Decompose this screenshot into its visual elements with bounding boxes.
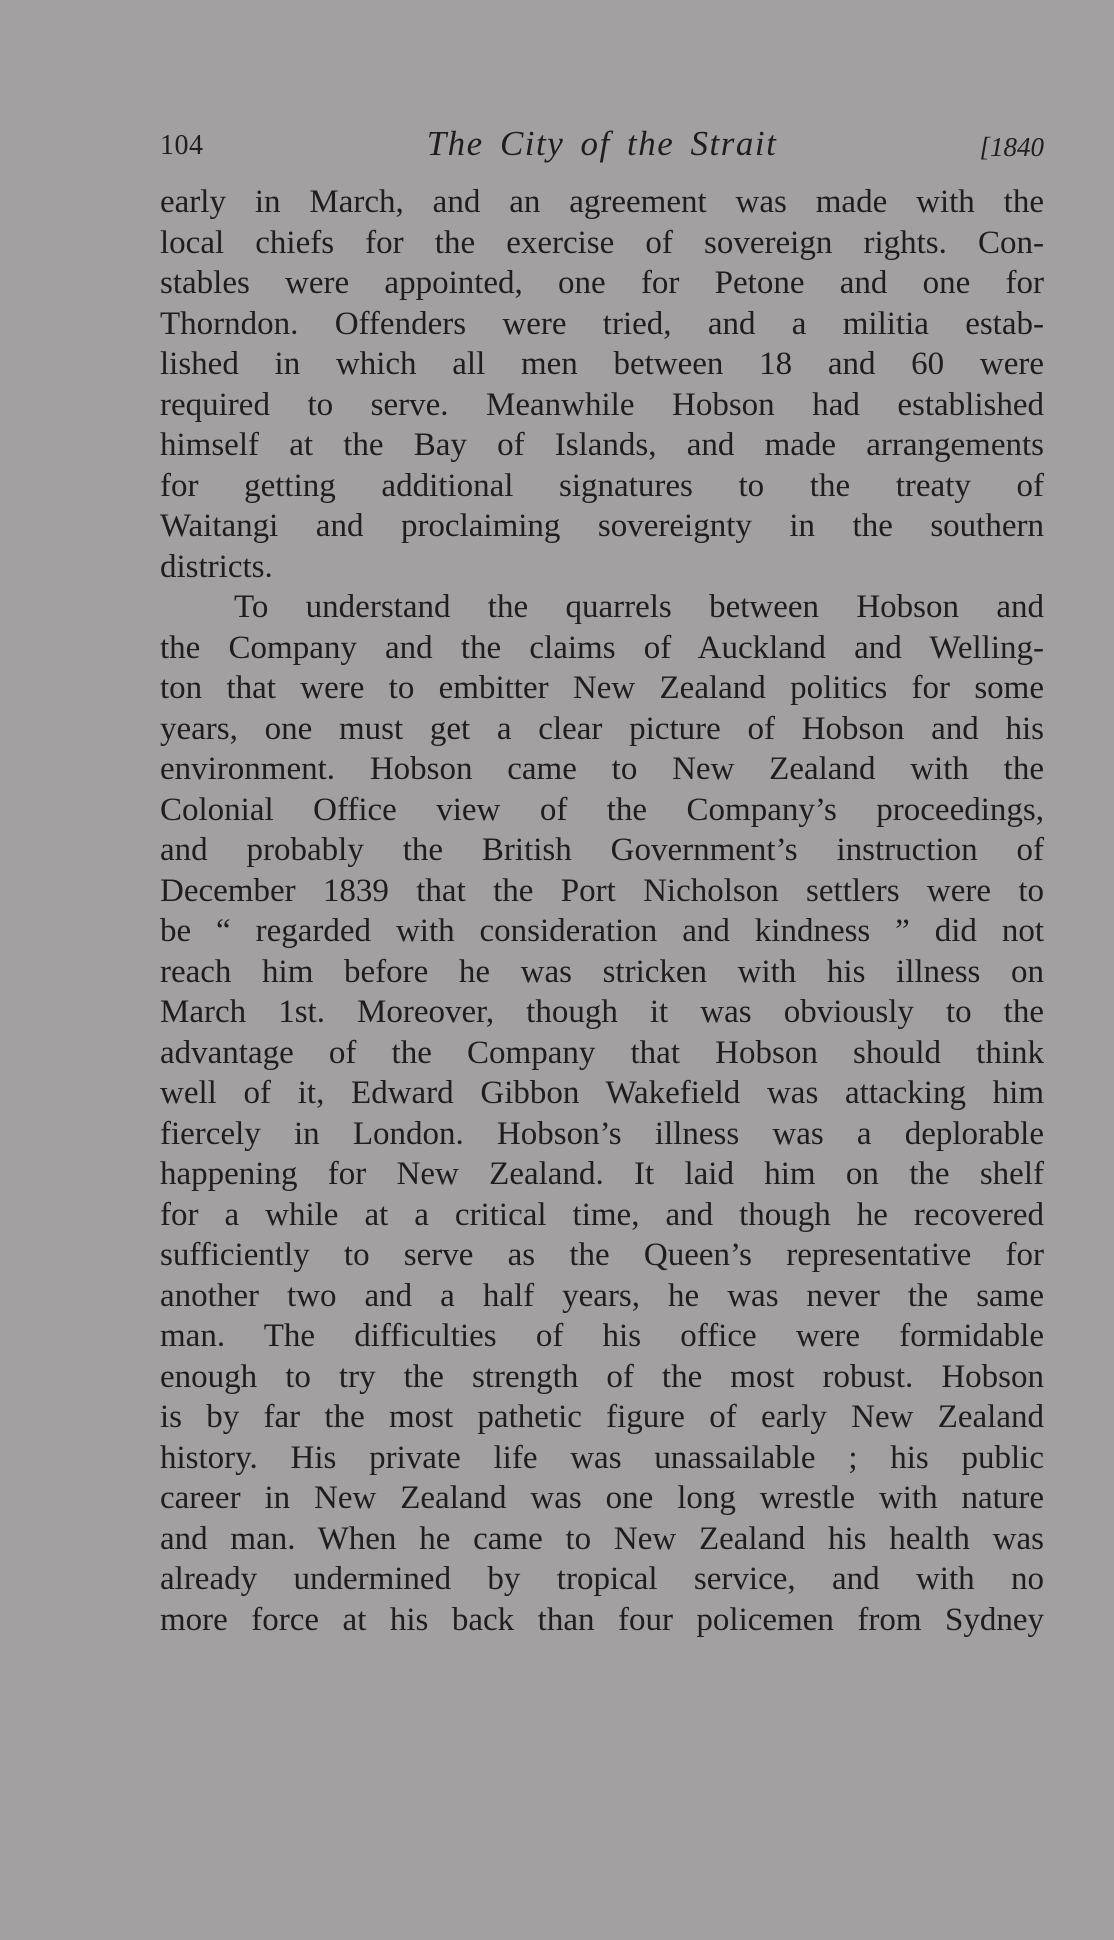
text-line: is by far the most pathetic figure of early New Zealand xyxy=(160,1399,1044,1435)
text-line: districts. xyxy=(160,548,273,585)
text-line: lished in which all men between 18 and 60 were xyxy=(160,346,1044,382)
text-line: early in March, and an agreement was made with the xyxy=(160,184,1044,220)
text-line: be “ regarded with consideration and kindness ” did not xyxy=(160,913,1044,949)
text-line: and probably the British Government’s instruction of xyxy=(160,832,1044,868)
text-line: for getting additional signatures to the treaty of xyxy=(160,467,1044,504)
text-line: fiercely in London. Hobson’s illness was a deplorable xyxy=(160,1115,1044,1152)
paragraph-2 xyxy=(160,587,1044,1640)
text-line: environment. Hobson came to New Zealand with the xyxy=(160,751,1044,787)
text-line: Colonial Office view of the Company’s proceedings, xyxy=(160,791,1044,828)
text-line: sufficiently to serve as the Queen’s representative for xyxy=(160,1237,1044,1273)
text-line: another two and a half years, he was never the same xyxy=(160,1277,1044,1314)
text-line: career in New Zealand was one long wrestle with nature xyxy=(160,1480,1044,1516)
text-line: ton that were to embitter New Zealand politics for some xyxy=(160,670,1044,706)
text-line: himself at the Bay of Islands, and made arrangements xyxy=(160,427,1044,463)
text-line: years, one must get a clear picture of Hobson and his xyxy=(160,710,1044,747)
text-line: history. His private life was unassailable ; his public xyxy=(160,1439,1044,1476)
text-line: required to serve. Meanwhile Hobson had established xyxy=(160,386,1044,423)
running-head xyxy=(160,124,1044,168)
running-title: The City of the Strait xyxy=(426,124,778,163)
page-number: 104 xyxy=(160,130,204,161)
running-year: [1840 xyxy=(979,132,1044,162)
text-line: well of it, Edward Gibbon Wakefield was attacking him xyxy=(160,1075,1044,1111)
text-line: Thorndon. Offenders were tried, and a militia estab- xyxy=(160,305,1044,342)
text-line: March 1st. Moreover, though it was obviously to the xyxy=(160,994,1044,1030)
text-line: advantage of the Company that Hobson should think xyxy=(160,1034,1044,1071)
text-line: for a while at a critical time, and though he recovered xyxy=(160,1196,1044,1233)
text-line: stables were appointed, one for Petone and one for xyxy=(160,265,1044,301)
text-line: To understand the quarrels between Hobson and xyxy=(234,589,1044,625)
text-line: already undermined by tropical service, and with no xyxy=(160,1561,1044,1597)
text-line: December 1839 that the Port Nicholson settlers were to xyxy=(160,872,1044,909)
text-line: the Company and the claims of Auckland and Welling- xyxy=(160,629,1044,666)
text-line: and man. When he came to New Zealand his health was xyxy=(160,1520,1044,1557)
text-line: Waitangi and proclaiming sovereignty in the southern xyxy=(160,508,1044,544)
text-line: happening for New Zealand. It laid him on the shelf xyxy=(160,1156,1044,1192)
paragraph-1 xyxy=(160,182,1044,587)
text-line: enough to try the strength of the most robust. Hobson xyxy=(160,1358,1044,1395)
text-line: more force at his back than four policemen from Sydney xyxy=(160,1601,1044,1638)
text-line: man. The difficulties of his office were formidable xyxy=(160,1318,1044,1354)
text-line: local chiefs for the exercise of sovereign rights. Con- xyxy=(160,224,1044,261)
body-text xyxy=(160,182,1044,1640)
text-line: reach him before he was stricken with his illness on xyxy=(160,953,1044,990)
